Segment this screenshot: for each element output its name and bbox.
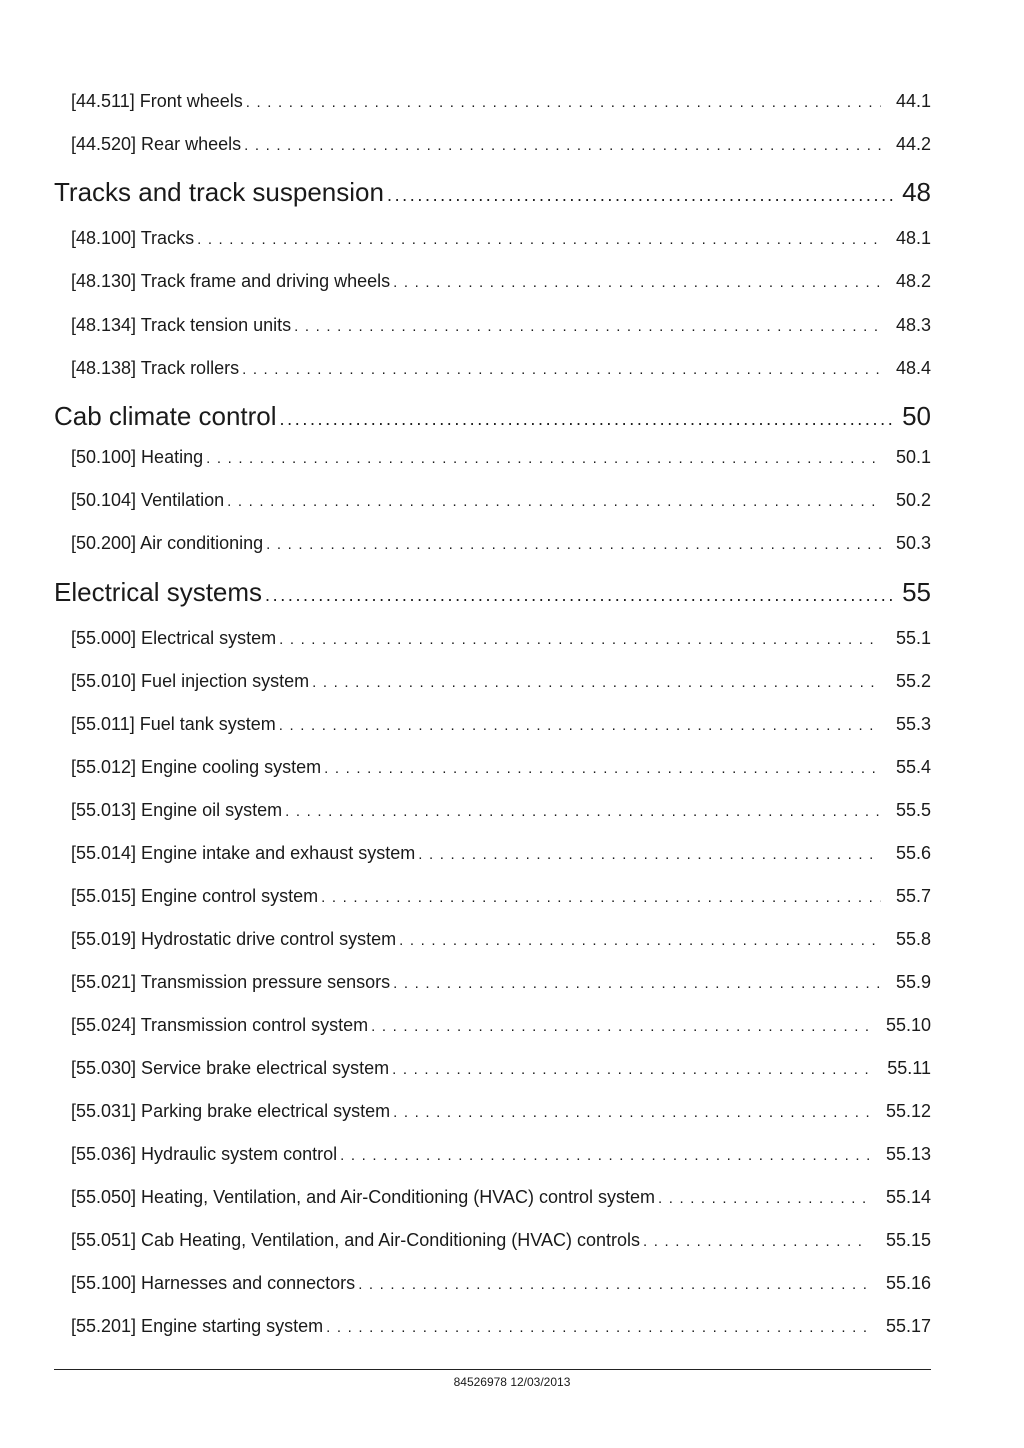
toc-entry[interactable] xyxy=(71,1228,931,1252)
toc-page-number: 55.4 xyxy=(895,757,931,777)
dot-leader xyxy=(266,533,881,555)
dot-leader xyxy=(285,800,881,822)
toc-entry-title: [55.021] Transmission pressure sensors xyxy=(71,972,391,992)
dot-leader xyxy=(387,179,896,208)
toc-entry-title: [55.015] Engine control system xyxy=(71,886,319,906)
toc-entry-title: [55.000] Electrical system xyxy=(71,628,277,648)
toc-entry[interactable] xyxy=(71,132,931,156)
toc-page-number: 55.12 xyxy=(885,1101,931,1121)
dot-leader xyxy=(326,1316,869,1338)
toc-page-number: 55.16 xyxy=(885,1273,931,1293)
toc-page-number: 55.15 xyxy=(885,1230,931,1250)
dot-leader xyxy=(321,886,881,908)
toc-entry-title: [44.520] Rear wheels xyxy=(71,134,242,154)
toc-entry-title: [48.100] Tracks xyxy=(71,228,195,248)
toc-entry-title: [48.130] Track frame and driving wheels xyxy=(71,271,391,291)
dot-leader xyxy=(246,91,881,113)
dot-leader xyxy=(265,579,896,608)
toc-entry[interactable] xyxy=(71,884,931,908)
toc-entry[interactable] xyxy=(71,1185,931,1209)
toc-entry-title: [55.019] Hydrostatic drive control system xyxy=(71,929,397,949)
toc-entry[interactable] xyxy=(71,89,931,113)
toc-entry[interactable] xyxy=(71,1099,931,1123)
toc-page-number: 55.11 xyxy=(887,1058,931,1078)
toc-entry-title: [55.050] Heating, Ventilation, and Air-Conditioning (HVAC) control system xyxy=(71,1187,655,1207)
toc-page-number: 44.1 xyxy=(895,91,931,111)
toc-page-number: 55.7 xyxy=(895,886,931,906)
dot-leader xyxy=(392,1058,869,1080)
dot-leader xyxy=(399,929,881,951)
toc-entry[interactable] xyxy=(71,1013,931,1037)
dot-leader xyxy=(279,714,881,736)
dot-leader xyxy=(371,1015,869,1037)
toc-page-number: 55.6 xyxy=(895,843,931,863)
dot-leader xyxy=(280,403,897,432)
toc-page-number: 55.3 xyxy=(895,714,931,734)
dot-leader xyxy=(244,134,881,156)
dot-leader xyxy=(242,358,881,380)
toc-page-number: 55.13 xyxy=(885,1144,931,1164)
toc-page-number: 55.5 xyxy=(895,800,931,820)
toc-entry[interactable] xyxy=(71,970,931,994)
toc-page-number: 50.3 xyxy=(895,533,931,553)
toc-page-number: 55.9 xyxy=(895,972,931,992)
toc-entry-title: [48.134] Track tension units xyxy=(71,315,292,335)
toc-entry-title: [55.036] Hydraulic system control xyxy=(71,1144,338,1164)
toc-entry[interactable] xyxy=(71,712,931,736)
dot-leader xyxy=(312,671,881,693)
toc-page-number: 44.2 xyxy=(895,134,931,154)
toc-entry[interactable] xyxy=(71,531,931,555)
dot-leader xyxy=(197,228,881,250)
toc-section-entry[interactable] xyxy=(54,576,931,608)
dot-leader xyxy=(393,1101,869,1123)
dot-leader xyxy=(643,1230,869,1252)
dot-leader xyxy=(294,315,881,337)
toc-page-number: 55 xyxy=(902,577,931,607)
dot-leader xyxy=(340,1144,869,1166)
toc-entry-title: [50.104] Ventilation xyxy=(71,490,225,510)
toc-page-number: 48.2 xyxy=(895,271,931,291)
toc-entry-title: [55.010] Fuel injection system xyxy=(71,671,310,691)
toc-entry-title: [55.100] Harnesses and connectors xyxy=(71,1273,356,1293)
toc-entry[interactable] xyxy=(71,669,931,693)
dot-leader xyxy=(279,628,881,650)
toc-entry[interactable] xyxy=(71,1142,931,1166)
dot-leader xyxy=(393,972,881,994)
toc-entry-title: [55.024] Transmission control system xyxy=(71,1015,369,1035)
dot-leader xyxy=(418,843,881,865)
toc-entry[interactable] xyxy=(71,1314,931,1338)
toc-page-number: 48.1 xyxy=(895,228,931,248)
toc-entry[interactable] xyxy=(71,1056,931,1080)
toc-page-number: 50.1 xyxy=(895,447,931,467)
dot-leader xyxy=(658,1187,869,1209)
toc-page-number: 55.10 xyxy=(885,1015,931,1035)
toc-page-number: 55.17 xyxy=(885,1316,931,1336)
toc-page-number: 55.2 xyxy=(895,671,931,691)
toc-page-number: 48.3 xyxy=(895,315,931,335)
toc-entry-title: [55.051] Cab Heating, Ventilation, and Air-Conditioning (HVAC) controls xyxy=(71,1230,640,1250)
toc-section-title: Tracks and track suspension xyxy=(54,177,384,207)
toc-entry[interactable] xyxy=(71,841,931,865)
toc-entry[interactable] xyxy=(71,755,931,779)
dot-leader xyxy=(393,271,881,293)
toc-entry[interactable] xyxy=(71,313,931,337)
toc-page-number: 50 xyxy=(902,401,931,431)
toc-entry[interactable] xyxy=(71,927,931,951)
dot-leader xyxy=(324,757,881,779)
toc-entry[interactable] xyxy=(71,1271,931,1295)
toc-page-number: 50.2 xyxy=(895,490,931,510)
toc-section-title: Electrical systems xyxy=(54,577,263,607)
toc-entry-title: [48.138] Track rollers xyxy=(71,358,240,378)
toc-entry-title: [55.011] Fuel tank system xyxy=(71,714,276,734)
toc-entry-title: [55.012] Engine cooling system xyxy=(71,757,322,777)
toc-entry-title: [55.013] Engine oil system xyxy=(71,800,283,820)
dot-leader xyxy=(206,447,881,469)
toc-page-number: 55.14 xyxy=(885,1187,931,1207)
toc-entry-title: [55.201] Engine starting system xyxy=(71,1316,324,1336)
toc-entry[interactable] xyxy=(71,445,931,469)
toc-entry[interactable] xyxy=(71,626,931,650)
toc-page-number: 55.1 xyxy=(895,628,931,648)
dot-leader xyxy=(358,1273,869,1295)
dot-leader xyxy=(227,490,881,512)
toc-entry-title: [50.200] Air conditioning xyxy=(71,533,264,553)
toc-page-number: 48 xyxy=(902,177,931,207)
toc-entry[interactable] xyxy=(71,226,931,250)
footer-divider xyxy=(54,1369,931,1370)
toc-entry[interactable] xyxy=(71,488,931,512)
toc-page-number: 55.8 xyxy=(895,929,931,949)
toc-entry-title: [50.100] Heating xyxy=(71,447,204,467)
toc-entry-title: [55.031] Parking brake electrical system xyxy=(71,1101,391,1121)
toc-entry[interactable] xyxy=(71,269,931,293)
toc-entry-title: [55.030] Service brake electrical system xyxy=(71,1058,390,1078)
footer-document-id: 84526978 12/03/2013 xyxy=(453,1375,571,1389)
toc-page-number: 48.4 xyxy=(895,358,931,378)
toc-section-entry[interactable] xyxy=(54,176,931,208)
toc-section-entry[interactable] xyxy=(54,400,931,432)
toc-entry[interactable] xyxy=(71,356,931,380)
toc-section-title: Cab climate control xyxy=(54,401,277,431)
toc-entry[interactable] xyxy=(71,798,931,822)
toc-entry-title: [55.014] Engine intake and exhaust system xyxy=(71,843,416,863)
toc-entry-title: [44.511] Front wheels xyxy=(71,91,243,111)
